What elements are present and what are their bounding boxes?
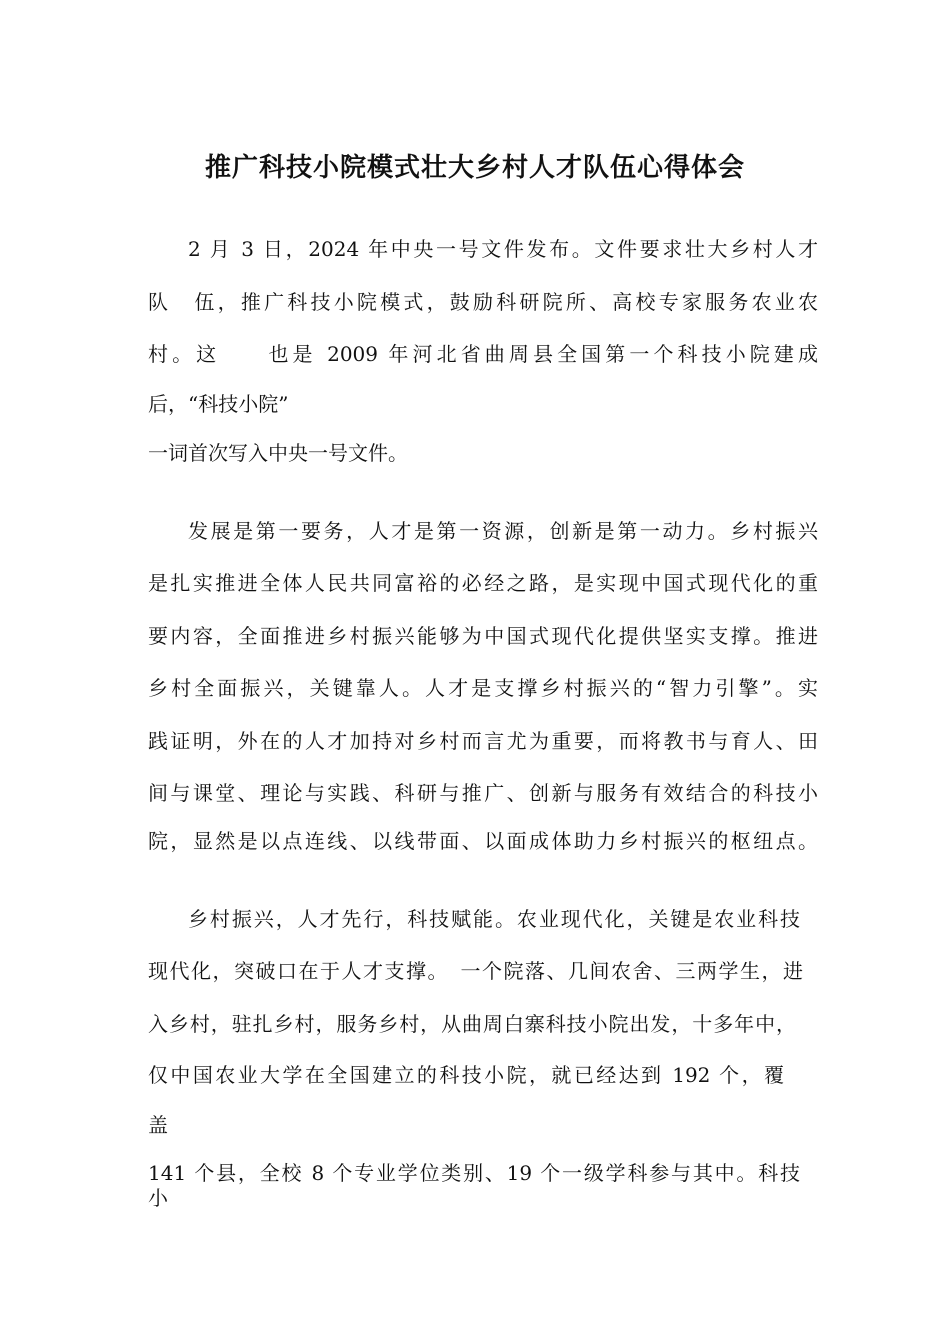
paragraph-2-line-5: 践证明，外在的人才加持对乡村而言尤为重要，而将教书与育人、田: [148, 729, 818, 753]
paragraph-3-line-5: 盖: [148, 1113, 168, 1137]
paragraph-3-line-6: 141 个县，全校 8 个专业学位类别、19 个一级学科参与其中。科技: [148, 1161, 800, 1185]
paragraph-1-line-5: 一词首次写入中央一号文件。: [148, 441, 408, 465]
paragraph-2-line-6: 间与课堂、理论与实践、科研与推广、创新与服务有效结合的科技小: [148, 781, 818, 805]
paragraph-1-line-2: 队 伍，推广科技小院模式，鼓励科研院所、高校专家服务农业农: [148, 290, 818, 314]
paragraph-2-line-4: 乡村全面振兴，关键靠人。人才是支撑乡村振兴的“智力引擎”。实: [148, 676, 818, 700]
paragraph-3-line-1: 乡村振兴，人才先行，科技赋能。农业现代化，关键是农业科技: [188, 907, 800, 931]
paragraph-3-line-3: 入乡村，驻扎乡村，服务乡村，从曲周白寨科技小院出发，十多年中，: [148, 1012, 796, 1036]
document-title: 推广科技小院模式壮大乡村人才队伍心得体会: [204, 153, 745, 183]
paragraph-3-line-4: 仅中国农业大学在全国建立的科技小院，就已经达到 192 个，覆: [148, 1063, 784, 1087]
paragraph-2-line-7: 院，显然是以点连线、以线带面、以面成体助力乡村振兴的枢纽点。: [148, 829, 818, 853]
paragraph-2-line-1: 发展是第一要务，人才是第一资源，创新是第一动力。乡村振兴: [188, 519, 818, 543]
paragraph-1-line-4: 后，“科技小院”: [148, 392, 289, 416]
paragraph-2-line-2: 是扎实推进全体人民共同富裕的必经之路，是实现中国式现代化的重: [148, 571, 818, 595]
paragraph-2-line-3: 要内容，全面推进乡村振兴能够为中国式现代化提供坚实支撑。推进: [148, 624, 818, 648]
paragraph-3-line-2: 现代化，突破口在于人才支撑。 一个院落、几间农舍、三两学生，进: [148, 959, 803, 983]
paragraph-3-line-7: 小: [148, 1186, 168, 1210]
paragraph-1-line-1: 2 月 3 日，2024 年中央一号文件发布。文件要求壮大乡村人才: [188, 237, 818, 261]
paragraph-1-line-3: 村。这 也是 2009 年河北省曲周县全国第一个科技小院建成: [148, 342, 818, 366]
